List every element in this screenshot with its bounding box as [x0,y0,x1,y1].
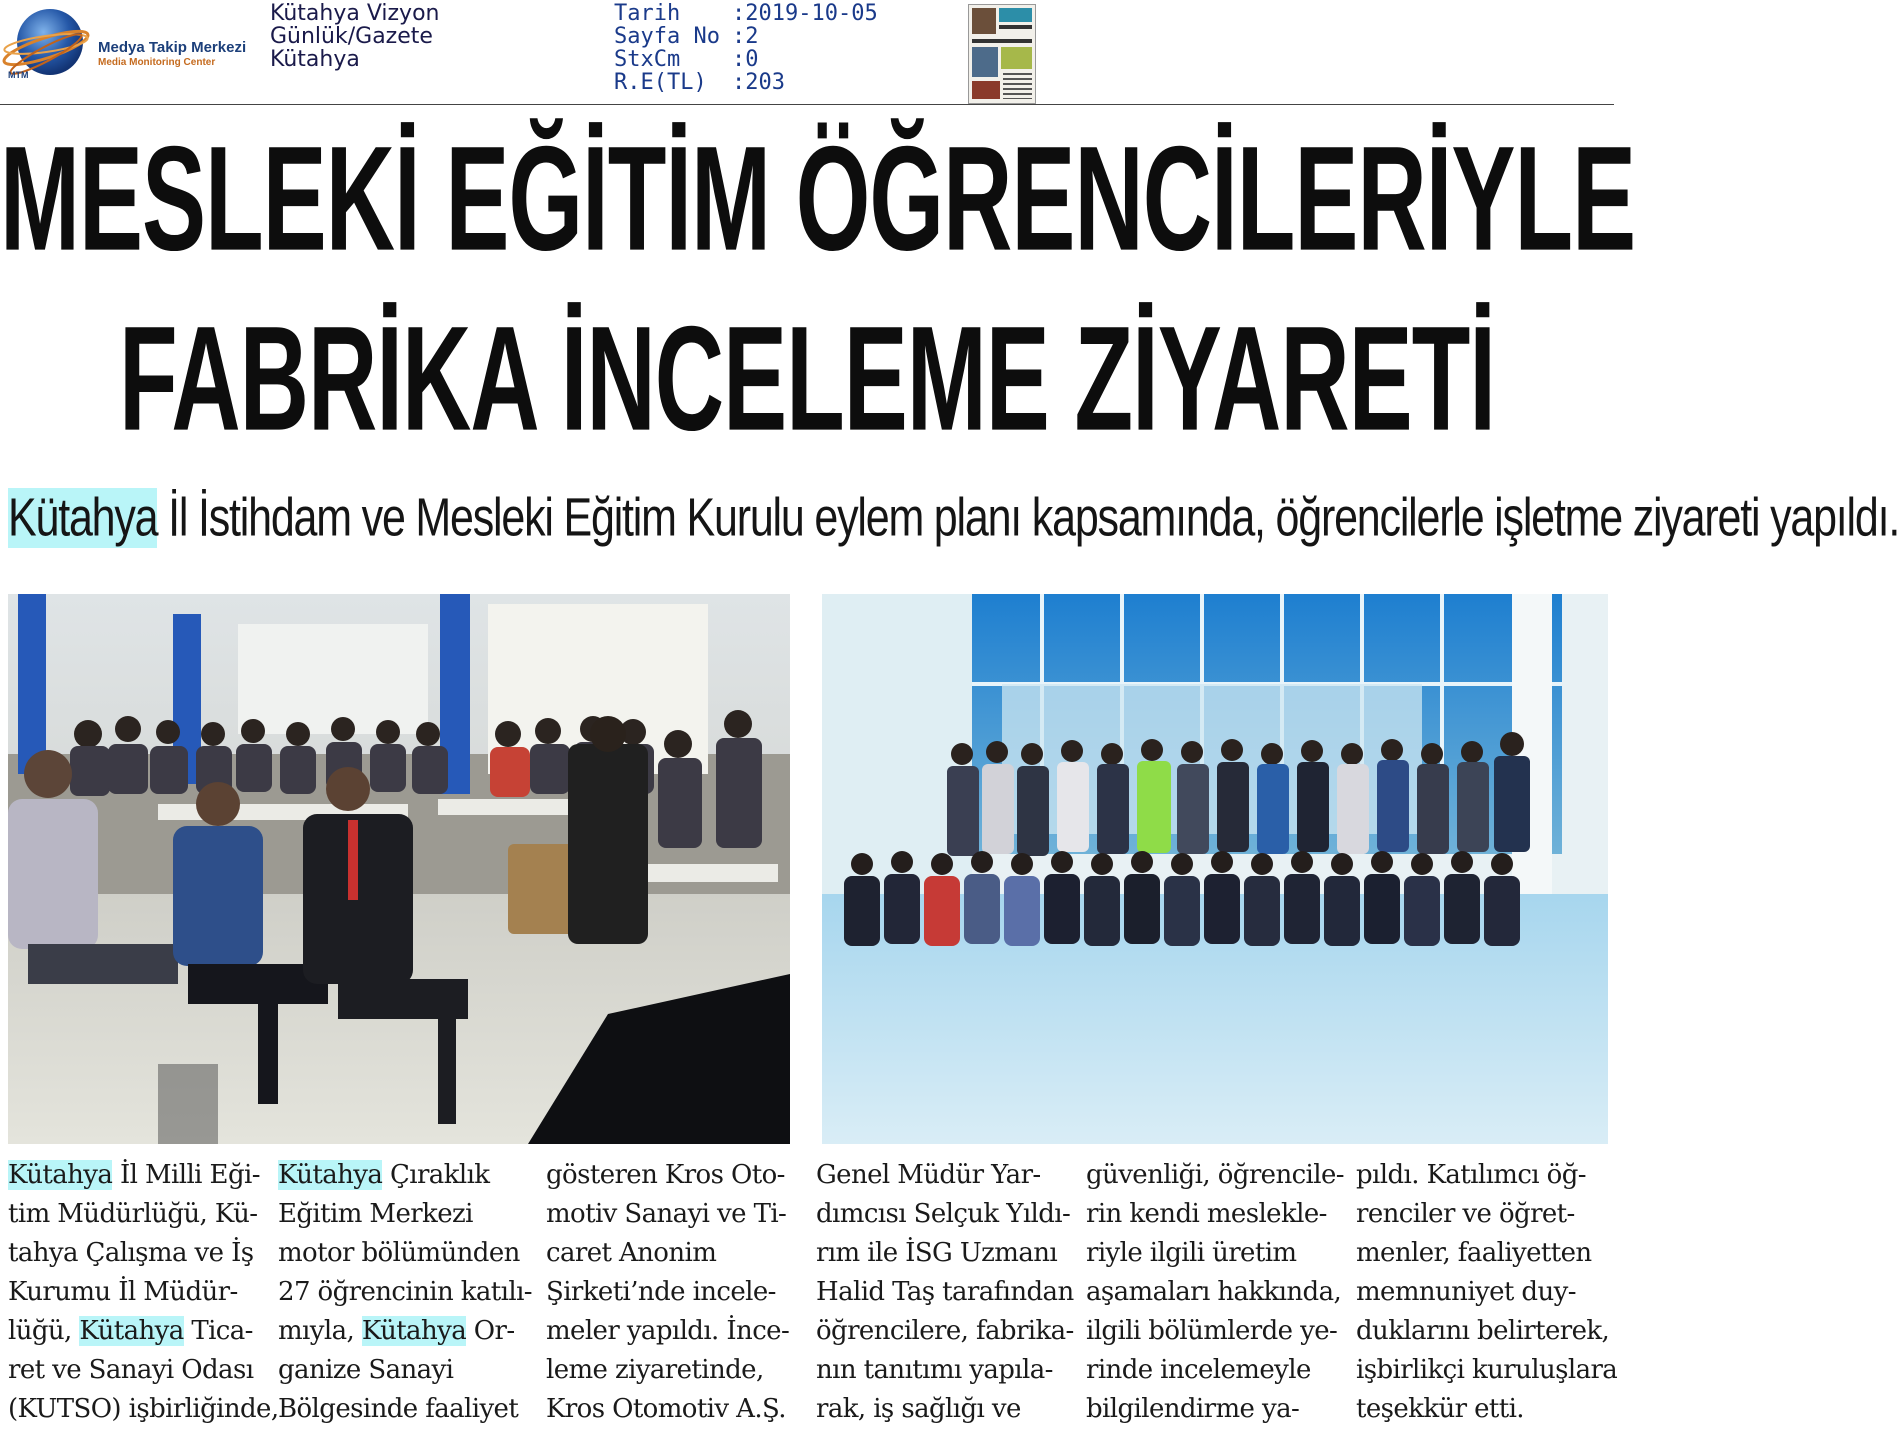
text-run: motiv Sanayi ve Ti- [546,1199,787,1229]
text-run: lüğü, [8,1316,80,1346]
text-run: ilgili bölümlerde ye- [1086,1316,1338,1346]
article-line [546,1156,794,1195]
text-run: Kros Otomotiv A.Ş. [546,1394,786,1424]
article-line [278,1351,526,1390]
text-run: teşekkür etti. [1356,1394,1524,1424]
meta-row-page: Sayfa No :2 [614,24,759,49]
text-run: renciler ve öğret- [1356,1199,1575,1229]
article-column-3 [546,1156,794,1429]
logo-mark: MTM [8,70,29,80]
highlighted-term: Kütahya [8,1160,113,1190]
article-line [8,1351,256,1390]
article-line [546,1312,794,1351]
article-line [8,1234,256,1273]
article-line [278,1234,526,1273]
highlighted-term: Kütahya [278,1160,383,1190]
text-run: riyle ilgili üretim [1086,1238,1297,1268]
text-run: ret ve Sanayi Odası [8,1355,254,1385]
text-run: meler yapıldı. İnce- [546,1316,790,1346]
article-line [816,1195,1071,1234]
text-run: işbirlikçi kuruluşlara [1356,1355,1618,1385]
text-run: nın tanıtımı yapıla- [816,1355,1053,1385]
article-line [816,1273,1074,1312]
photo-group-factory [822,594,1608,1144]
meta-row-ad-value: R.E(TL) :203 [614,70,785,95]
text-run: ganize Sanayi [278,1355,454,1385]
article-line [1356,1312,1610,1351]
article-line [546,1195,794,1234]
text-run: bilgilendirme ya- [1086,1394,1300,1424]
article-line [816,1312,1074,1351]
article-line [8,1156,260,1195]
article-line [278,1312,526,1351]
article-line [1086,1312,1338,1351]
article-line [1086,1195,1334,1234]
article-line [816,1156,1064,1195]
text-run: rak, iş sağlığı ve [816,1394,1021,1424]
text-run: pıldı. Katılımcı öğ- [1356,1160,1586,1190]
article-column-1 [8,1156,279,1429]
article-line [1086,1390,1334,1429]
article-line [8,1195,256,1234]
highlighted-term: Kütahya [79,1316,184,1346]
text-run: 27 öğrencinin katılı- [278,1277,532,1307]
article-column-6 [1356,1156,1618,1429]
article-line [278,1273,532,1312]
article-line [546,1390,794,1429]
article-line [278,1156,526,1195]
text-run: memnuniyet duy- [1356,1277,1576,1307]
text-run: tim Müdürlüğü, Kü- [8,1199,258,1229]
article-line [1086,1351,1334,1390]
article-line [8,1312,256,1351]
text-run: (KUTSO) işbirliğinde, [8,1394,279,1424]
article-line [816,1351,1064,1390]
article-line [8,1390,279,1429]
text-run: duklarını belirterek, [1356,1316,1610,1346]
photo-classroom [8,594,790,1144]
headline-line-1: MESLEKİ EĞİTİM ÖĞRENCİLERİYLE [0,116,1636,283]
meta-row-stxcm: StxCm :0 [614,47,759,72]
text-run: güvenliği, öğrencile- [1086,1160,1344,1190]
article-headline [0,110,1636,470]
text-run: leme ziyaretinde, [546,1355,764,1385]
text-run: Şirketi’nde incele- [546,1277,776,1307]
text-run: gösteren Kros Oto- [546,1160,785,1190]
text-run: rin kendi meslekle- [1086,1199,1327,1229]
text-run: dımcısı Selçuk Yıldı- [816,1199,1071,1229]
article-line [546,1351,794,1390]
text-run: motor bölümünden [278,1238,520,1268]
article-line [1356,1234,1604,1273]
publication-type: Günlük/Gazete [270,24,433,49]
article-line [1356,1156,1604,1195]
text-run: tahya Çalışma ve İş [8,1238,254,1268]
text-run: Halid Taş tarafından [816,1277,1074,1307]
article-column-4 [816,1156,1074,1429]
article-column-5 [1086,1156,1344,1429]
text-run: mıyla, [278,1316,362,1346]
article-line [1086,1273,1342,1312]
meta-row-date: Tarih :2019-10-05 [614,1,878,26]
subhead-text: İl İstihdam ve Mesleki Eğitim Kurulu eylem planı kapsamında, öğrencilerle işletme ziyareti yapıldı. [157,488,1899,548]
text-run: rım ile İSG Uzmanı [816,1238,1058,1268]
text-run: aşamaları hakkında, [1086,1277,1342,1307]
article-line [1356,1273,1604,1312]
article-line [546,1234,794,1273]
article-line [816,1390,1064,1429]
article-line [8,1273,256,1312]
article-line [1356,1351,1618,1390]
highlighted-term: Kütahya [361,1316,467,1346]
text-run: Genel Müdür Yar- [816,1160,1041,1190]
text-run: caret Anonim [546,1238,717,1268]
logo-name: Medya Takip Merkezi [98,39,247,56]
article-line [278,1390,526,1429]
headline-line-2: FABRİKA İNCELEME ZİYARETİ [119,296,1495,463]
article-line [1356,1390,1604,1429]
text-run: İl Milli Eği- [112,1160,260,1190]
text-run: Tica- [183,1316,253,1346]
article-line [278,1195,526,1234]
text-run: Çıraklık [382,1160,490,1190]
subhead-highlight: Kütahya [8,488,158,548]
text-run: Bölgesinde faaliyet [278,1394,519,1424]
article-line [1086,1234,1334,1273]
logo-subtitle: Media Monitoring Center [98,57,216,68]
article-line [546,1273,794,1312]
text-run: Kurumu İl Müdür- [8,1277,238,1307]
text-run: rinde incelemeyle [1086,1355,1311,1385]
text-run: Or- [466,1316,515,1346]
text-run: öğrencilere, fabrika- [816,1316,1074,1346]
article-column-2 [278,1156,532,1429]
article-line [1356,1195,1604,1234]
publication-city: Kütahya [270,47,360,72]
article-subhead [8,488,1899,549]
article-line [1086,1156,1344,1195]
text-run: menler, faaliyetten [1356,1238,1592,1268]
text-run: Eğitim Merkezi [278,1199,473,1229]
article-line [816,1234,1064,1273]
publication-name: Kütahya Vizyon [270,1,440,26]
